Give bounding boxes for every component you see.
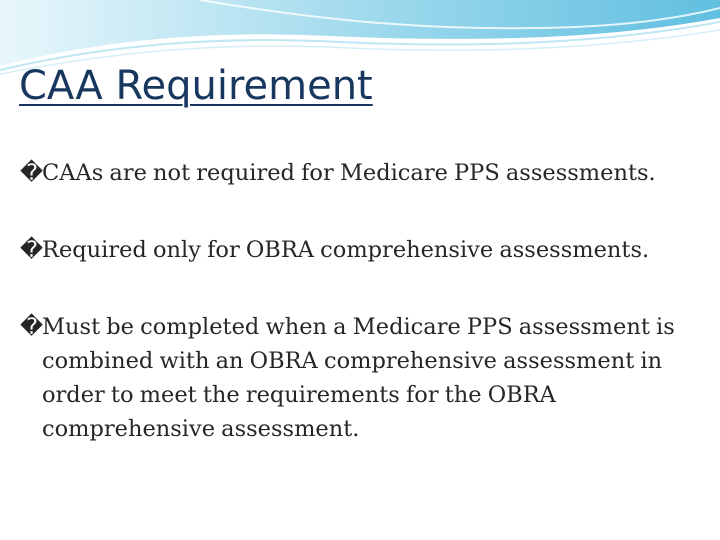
bullet-item [20,310,710,446]
bullet-text: CAAs are not required for Medicare PPS assessments. [42,160,656,186]
bullet-marker-icon: � [20,314,44,340]
bullet-item [20,156,710,190]
bullet-list [20,156,710,489]
slide-title: CAA Requirement [19,63,373,109]
bullet-text: Required only for OBRA comprehensive assessments. [42,237,650,263]
bullet-text: Must be completed when a Medicare PPS assessment is combined with an OBRA comprehensive assessment in order to meet the requirements for the OBRA comprehensive assessment. [42,314,675,442]
bullet-item [20,233,710,267]
bullet-marker-icon: � [20,160,44,186]
bullet-marker-icon: � [20,237,44,263]
